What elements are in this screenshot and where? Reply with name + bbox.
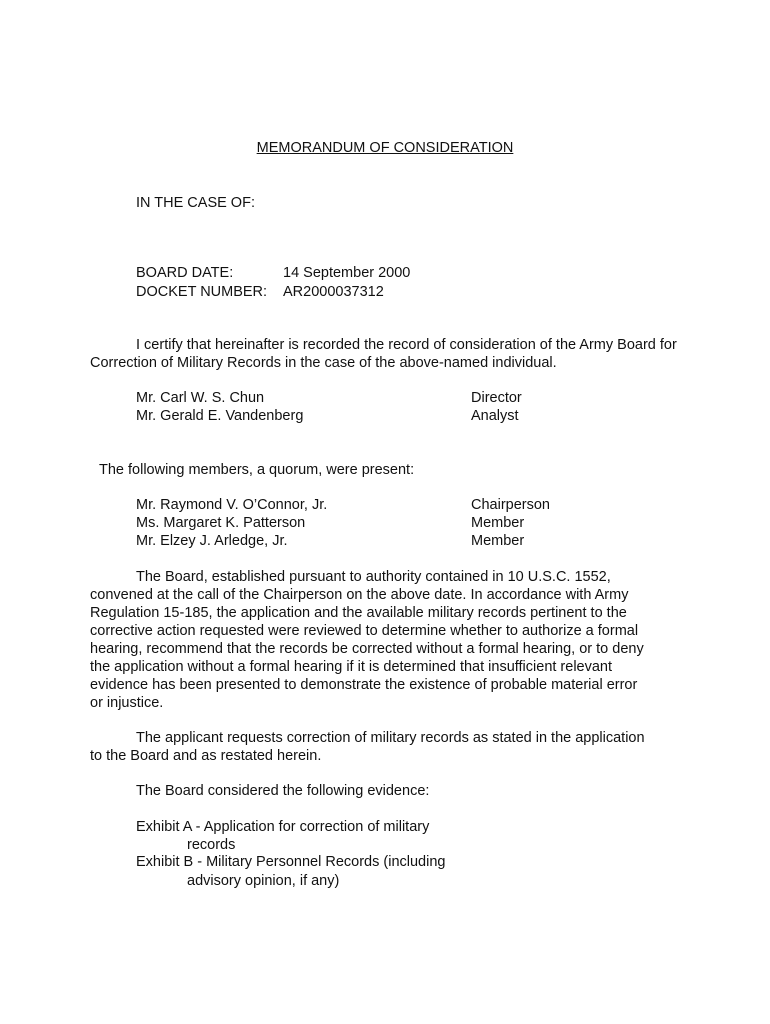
certify-paragraph: I certify that hereinafter is recorded the record of consideration of the Army Board for Correction of Military Records in the case of the above-named individual. — [90, 337, 677, 371]
staff-name: Mr. Gerald E. Vandenberg — [136, 408, 304, 424]
member-role: Member — [471, 515, 525, 531]
paragraph-line: corrective action requested were reviewed to determine whether to authorize a formal — [90, 623, 639, 639]
docket-number-label: DOCKET NUMBER: — [136, 284, 268, 300]
exhibit-item-continuation: advisory opinion, if any) — [187, 873, 340, 889]
paragraph-line: Regulation 15-185, the application and the available military records pertinent to the — [90, 605, 627, 621]
case-label: IN THE CASE OF: — [136, 195, 255, 211]
member-name: Mr. Elzey J. Arledge, Jr. — [136, 533, 288, 549]
quorum-statement: The following members, a quorum, were present: — [99, 462, 415, 478]
member-name: Ms. Margaret K. Patterson — [136, 515, 306, 531]
page-title: MEMORANDUM OF CONSIDERATION — [256, 140, 514, 156]
exhibit-item-continuation: records — [187, 837, 236, 853]
staff-name: Mr. Carl W. S. Chun — [136, 390, 265, 406]
paragraph-line: The Board, established pursuant to authority contained in 10 U.S.C. 1552, — [136, 569, 611, 585]
exhibit-item: Exhibit A - Application for correction of military — [136, 819, 430, 835]
paragraph-line: the application without a formal hearing if it is determined that insufficient relevant — [90, 659, 613, 675]
docket-number-value: AR2000037312 — [283, 284, 384, 300]
paragraph-line: hearing, recommend that the records be corrected without a formal hearing, or to deny — [90, 641, 644, 657]
paragraph-line: to the Board and as restated herein. — [90, 748, 322, 764]
member-name: Mr. Raymond V. O’Connor, Jr. — [136, 497, 328, 513]
evidence-intro: The Board considered the following evidence: — [136, 783, 430, 799]
staff-role: Analyst — [471, 408, 519, 424]
paragraph-line: The applicant requests correction of military records as stated in the application — [136, 730, 645, 746]
paragraph-line: convened at the call of the Chairperson on the above date. In accordance with Army — [90, 587, 629, 603]
paragraph-line: evidence has been presented to demonstrate the existence of probable material error — [90, 677, 638, 693]
board-date-value: 14 September 2000 — [283, 265, 411, 281]
member-role: Chairperson — [471, 497, 550, 513]
exhibit-item: Exhibit B - Military Personnel Records (including — [136, 854, 446, 870]
paragraph-line: or injustice. — [90, 695, 164, 711]
board-date-label: BOARD DATE: — [136, 265, 234, 281]
member-role: Member — [471, 533, 525, 549]
staff-role: Director — [471, 390, 522, 406]
